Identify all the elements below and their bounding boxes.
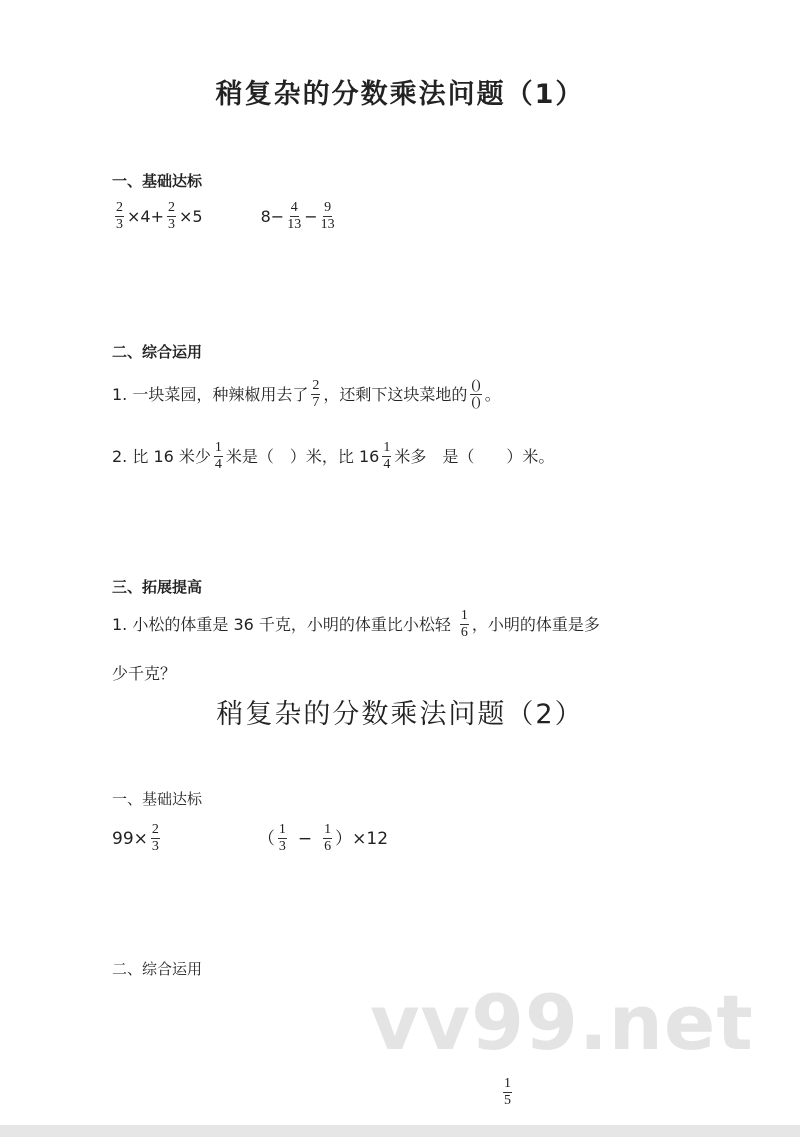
page-number: $\frac{1}{5}$ — [504, 1076, 511, 1108]
exercise-2a: 99× $\frac{2}{3}$ （ $\frac{1}{3}$ − $\frac{1}{6}$ ）×12 — [112, 822, 389, 854]
section-basic-1: 一、基础达标 — [112, 172, 203, 190]
section-applied-2: 二、综合运用 — [112, 960, 203, 978]
bottom-bar — [0, 1125, 800, 1137]
title-1: 稍复杂的分数乘法问题（1） — [215, 79, 585, 110]
watermark: vv99.net — [370, 978, 754, 1067]
exercise-1a: $\frac{2}{3}$ ×4+ $\frac{2}{3}$ ×5 8− $\frac{4}{13}$ − $\frac{9}{13}$ — [116, 200, 335, 232]
title-2: 稍复杂的分数乘法问题（2） — [216, 699, 584, 730]
question-3: 1. 小松的体重是 36 千克，小明的体重比小松轻 $\frac{1}{6}$ ，小明的体重是多 — [112, 608, 600, 640]
section-extension-1: 三、拓展提高 — [112, 578, 203, 596]
section-basic-2: 一、基础达标 — [112, 790, 203, 808]
question-2: 2. 比 16 米少 $\frac{1}{4}$ 米是（ ）米，比 16 $\frac{1}{4}$ 米多 是（ ）米。 — [112, 440, 555, 472]
section-applied-1: 二、综合运用 — [112, 343, 203, 361]
question-3-cont: 少千克？ — [112, 664, 177, 683]
question-1: 1. 一块菜园，种辣椒用去了 $\frac{2}{7}$ ，还剩下这块菜地的 $\frac{()}{()}$ 。 — [112, 378, 501, 410]
